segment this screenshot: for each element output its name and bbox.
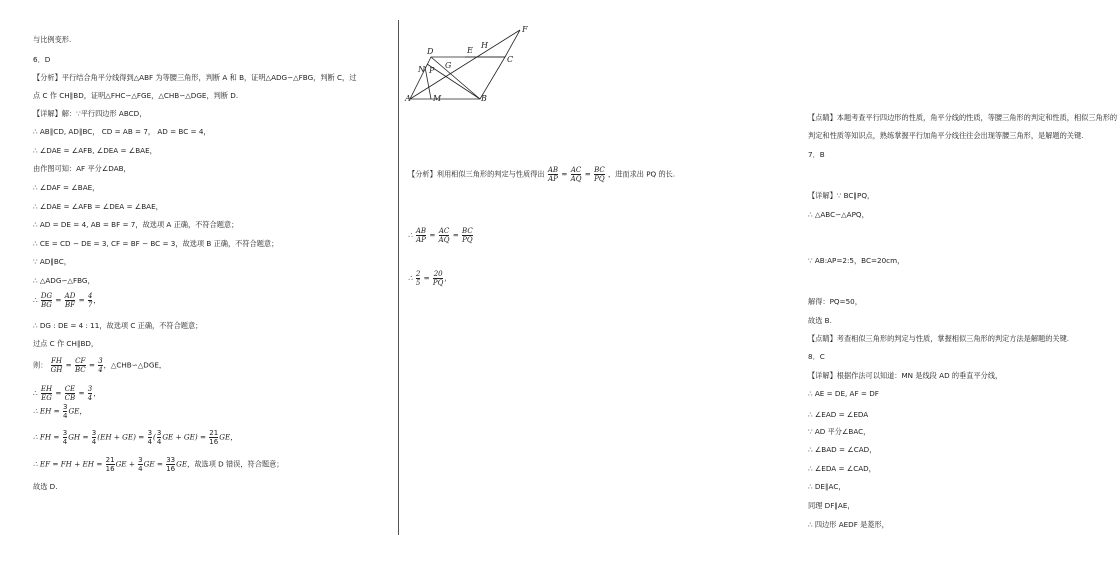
left-text-line: ∴ AD = DE = 4, AB = BF = 7，故选项 A 正确，不符合题意； xyxy=(33,220,239,229)
right-text-line: 判定和性质等知识点，熟练掌握平行加角平分线往往会出现等腰三角形，是解题的关键. xyxy=(808,131,1084,140)
right-text-line: 7．B xyxy=(808,150,825,159)
left-text-line: ∴ ∠DAF = ∠BAE， xyxy=(33,183,100,192)
svg-text:B: B xyxy=(481,94,487,103)
right-text-line: ∴ ∠EDA = ∠CAD， xyxy=(808,464,876,473)
left-text-line: 与比例变形. xyxy=(33,35,72,44)
ratio-7: ∴ $\frac{AB}{AP}$ = $\frac{AC}{AQ}$ = $\frac{BC}{PQ}$ xyxy=(408,227,473,244)
right-text-line: 【详解】∵ BC∥PQ， xyxy=(808,191,875,200)
formula-ef: ∴ EF = FH + EH = $\frac{21}{16}$ GE + $\frac{3}{4}$ GE = $\frac{33}{16}$ GE，故选项 D 错误，符合题意； xyxy=(33,456,284,473)
right-text-line: ∴ ∠EAD = ∠EDA xyxy=(808,410,869,419)
right-text-line: ∵ AD 平分∠BAC， xyxy=(808,427,871,436)
svg-text:D: D xyxy=(427,47,434,56)
fraction-line: ∴ $\frac{DG}{BG}$ = $\frac{AD}{BF}$ = $\frac{4}{7}$ ， xyxy=(33,292,101,309)
right-text-line: 【点睛】考查相似三角形的判定与性质，掌握相似三角形的判定方法是解题的关键. xyxy=(808,334,1070,343)
svg-text:E: E xyxy=(467,46,473,55)
fraction-line: ∴ $\frac{EH}{EG}$ = $\frac{CE}{CB}$ = $\frac{3}{4}$ ， xyxy=(33,385,101,402)
right-text-line: ∴ △ABC∽△APQ， xyxy=(808,210,869,219)
svg-text:C: C xyxy=(507,55,514,64)
svg-text:G: G xyxy=(445,61,452,70)
right-text-line: 同理 DF∥AE， xyxy=(808,501,855,510)
fraction-line: 则： $\frac{FH}{GH}$ = $\frac{CF}{BC}$ = $\frac{3}{4}$ ，△CHB∽△DGE， xyxy=(33,357,167,374)
svg-text:M: M xyxy=(433,94,442,103)
left-text-line: 点 C 作 CH∥BD，证明△FHC∽△FGE，△CHB∽△DGE，判断 D. xyxy=(33,91,239,100)
right-text-line: ∴ DE∥AC， xyxy=(808,482,846,491)
right-text-line: 8．C xyxy=(808,352,825,361)
right-text-line: ∴ AE = DE, AF = DF xyxy=(808,389,879,398)
parallelogram-diagram xyxy=(405,22,535,102)
right-text-line: ∴ ∠BAD = ∠CAD， xyxy=(808,445,877,454)
left-text-line: 【详解】解：∵平行四边形 ABCD， xyxy=(33,109,147,118)
left-text-line: ∴ △ADG∽△FBG， xyxy=(33,276,95,285)
left-text-line: 6．D xyxy=(33,55,51,64)
svg-text:A: A xyxy=(405,94,411,103)
formula-eh: ∴ EH = $\frac{3}{4}$ GE， xyxy=(33,403,87,420)
left-text-line: 【分析】平行结合角平分线得到△ABF 为等腰三角形，判断 A 和 B，证明△ADG∽△FBG，判断 C，过 xyxy=(33,73,357,82)
right-text-line: 【点睛】本题考查平行四边形的性质，角平分线的性质，等腰三角形的判定和性质，相似三角形的 xyxy=(808,113,1117,122)
left-text-line: 由作图可知：AF 平分∠DAB， xyxy=(33,164,131,173)
svg-text:N: N xyxy=(418,65,425,74)
right-text-line: 解得：PQ=50， xyxy=(808,297,862,306)
left-text-line: ∴ ∠DAE = ∠AFB = ∠DEA = ∠BAE， xyxy=(33,202,163,211)
column-divider xyxy=(398,20,399,535)
left-text-line: 过点 C 作 CH∥BD， xyxy=(33,339,99,348)
right-text-line: ∵ AB:AP=2:5，BC=20cm， xyxy=(808,256,905,265)
svg-text:H: H xyxy=(481,41,488,50)
solve-7: ∴ $\frac{2}{5}$ = $\frac{20}{PQ}$ ， xyxy=(408,270,452,287)
right-text-line: ∴ 四边形 AEDF 是菱形， xyxy=(808,520,889,529)
left-text-line: 故选 D. xyxy=(33,482,58,491)
svg-text:P: P xyxy=(429,66,435,75)
analysis-7: 【分析】利用相似三角形的判定与性质得出 $\frac{AB}{AP}$ = $\frac{AC}{AQ}$ = $\frac{BC}{PQ}$ ，进而求出 PQ 的长. xyxy=(408,166,676,183)
right-text-line: 故选 B. xyxy=(808,316,832,325)
right-text-line: 【详解】根据作法可以知道：MN 是线段 AD 的垂直平分线， xyxy=(808,371,1003,380)
svg-text:F: F xyxy=(522,25,528,34)
left-text-line: ∴ CE = CD − DE = 3, CF = BF − BC = 3，故选项 B 正确，不符合题意； xyxy=(33,239,279,248)
left-text-line: ∴ DG : DE = 4 : 11，故选项 C 正确，不符合题意； xyxy=(33,321,203,330)
formula-fh: ∴ FH = $\frac{3}{4}$ GH = $\frac{3}{4}$ (EH + GE) = $\frac{3}{4}$ ( $\frac{3}{4}$ GE + GE) = $\frac{21}{16}$ GE， xyxy=(33,429,238,446)
left-text-line: ∴ AB∥CD, AD∥BC， CD = AB = 7， AD = BC = 4， xyxy=(33,127,211,136)
left-text-line: ∵ AD∥BC， xyxy=(33,257,71,266)
left-text-line: ∴ ∠DAE = ∠AFB, ∠DEA = ∠BAE， xyxy=(33,146,157,155)
